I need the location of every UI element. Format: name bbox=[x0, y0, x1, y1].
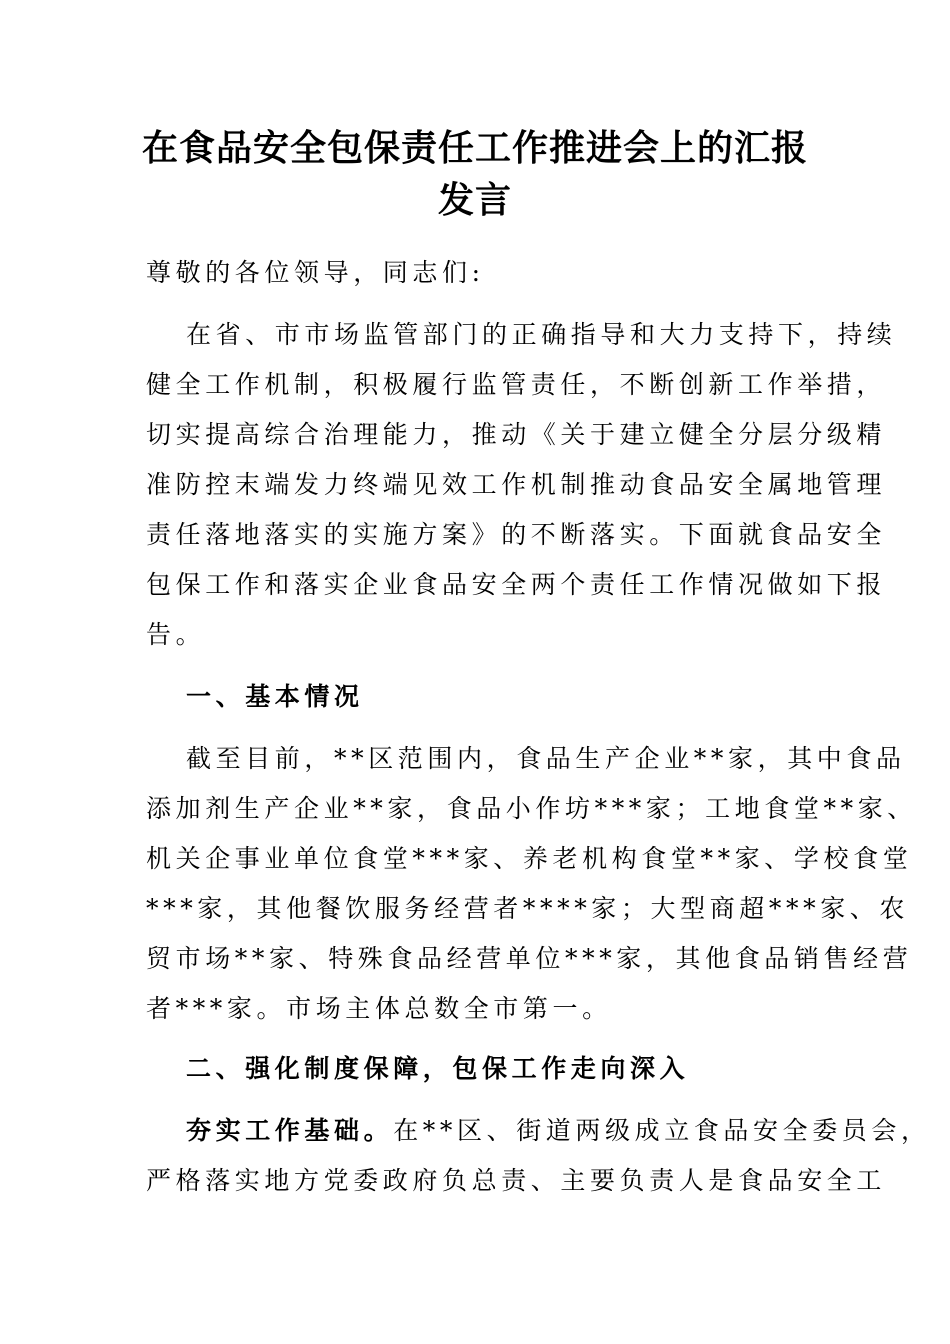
section-2-paragraph-line: 严格落实地方党委政府负总责、主要负责人是食品安全工 bbox=[146, 1166, 887, 1195]
section-1-paragraph-line: 贸市场**家、特殊食品经营单位***家，其他食品销售经营 bbox=[146, 944, 913, 973]
section-2-lead-bold: 夯实工作基础。 bbox=[186, 1116, 394, 1145]
document-title-line-1: 在食品安全包保责任工作推进会上的汇报 bbox=[141, 127, 808, 169]
section-1-paragraph-line: 者***家。市场主体总数全市第一。 bbox=[146, 994, 612, 1023]
intro-paragraph-line: 准防控末端发力终端见效工作机制推动食品安全属地管理 bbox=[146, 470, 887, 499]
intro-paragraph-line: 责任落地落实的实施方案》的不断落实。下面就食品安全 bbox=[146, 520, 887, 549]
section-1-paragraph-line: ***家，其他餐饮服务经营者****家；大型商超***家、农 bbox=[146, 894, 910, 923]
section-1-paragraph-line: 机关企事业单位食堂***家、养老机构食堂**家、学校食堂 bbox=[146, 844, 913, 873]
section-2-paragraph-line bbox=[186, 1106, 931, 1156]
intro-paragraph-line: 告。 bbox=[146, 620, 206, 649]
section-2-lead-rest: 在**区、街道两级成立食品安全委员会， bbox=[393, 1116, 931, 1145]
salutation: 尊敬的各位领导，同志们: bbox=[146, 258, 485, 287]
section-1-heading: 一、基本情况 bbox=[186, 682, 364, 711]
intro-paragraph-line: 在省、市市场监管部门的正确指导和大力支持下，持续 bbox=[186, 320, 897, 349]
intro-paragraph-line: 包保工作和落实企业食品安全两个责任工作情况做如下报 bbox=[146, 570, 887, 599]
intro-paragraph-line: 健全工作机制，积极履行监管责任，不断创新工作举措， bbox=[146, 370, 887, 399]
section-2-heading: 二、强化制度保障，包保工作走向深入 bbox=[186, 1054, 690, 1083]
document-title-line-2: 发言 bbox=[437, 179, 512, 221]
section-1-paragraph-line: 添加剂生产企业**家，食品小作坊***家；工地食堂**家、 bbox=[146, 794, 917, 823]
section-1-paragraph-line: 截至目前，**区范围内，食品生产企业**家，其中食品 bbox=[186, 744, 906, 773]
intro-paragraph-line: 切实提高综合治理能力，推动《关于建立健全分层分级精 bbox=[146, 420, 887, 449]
